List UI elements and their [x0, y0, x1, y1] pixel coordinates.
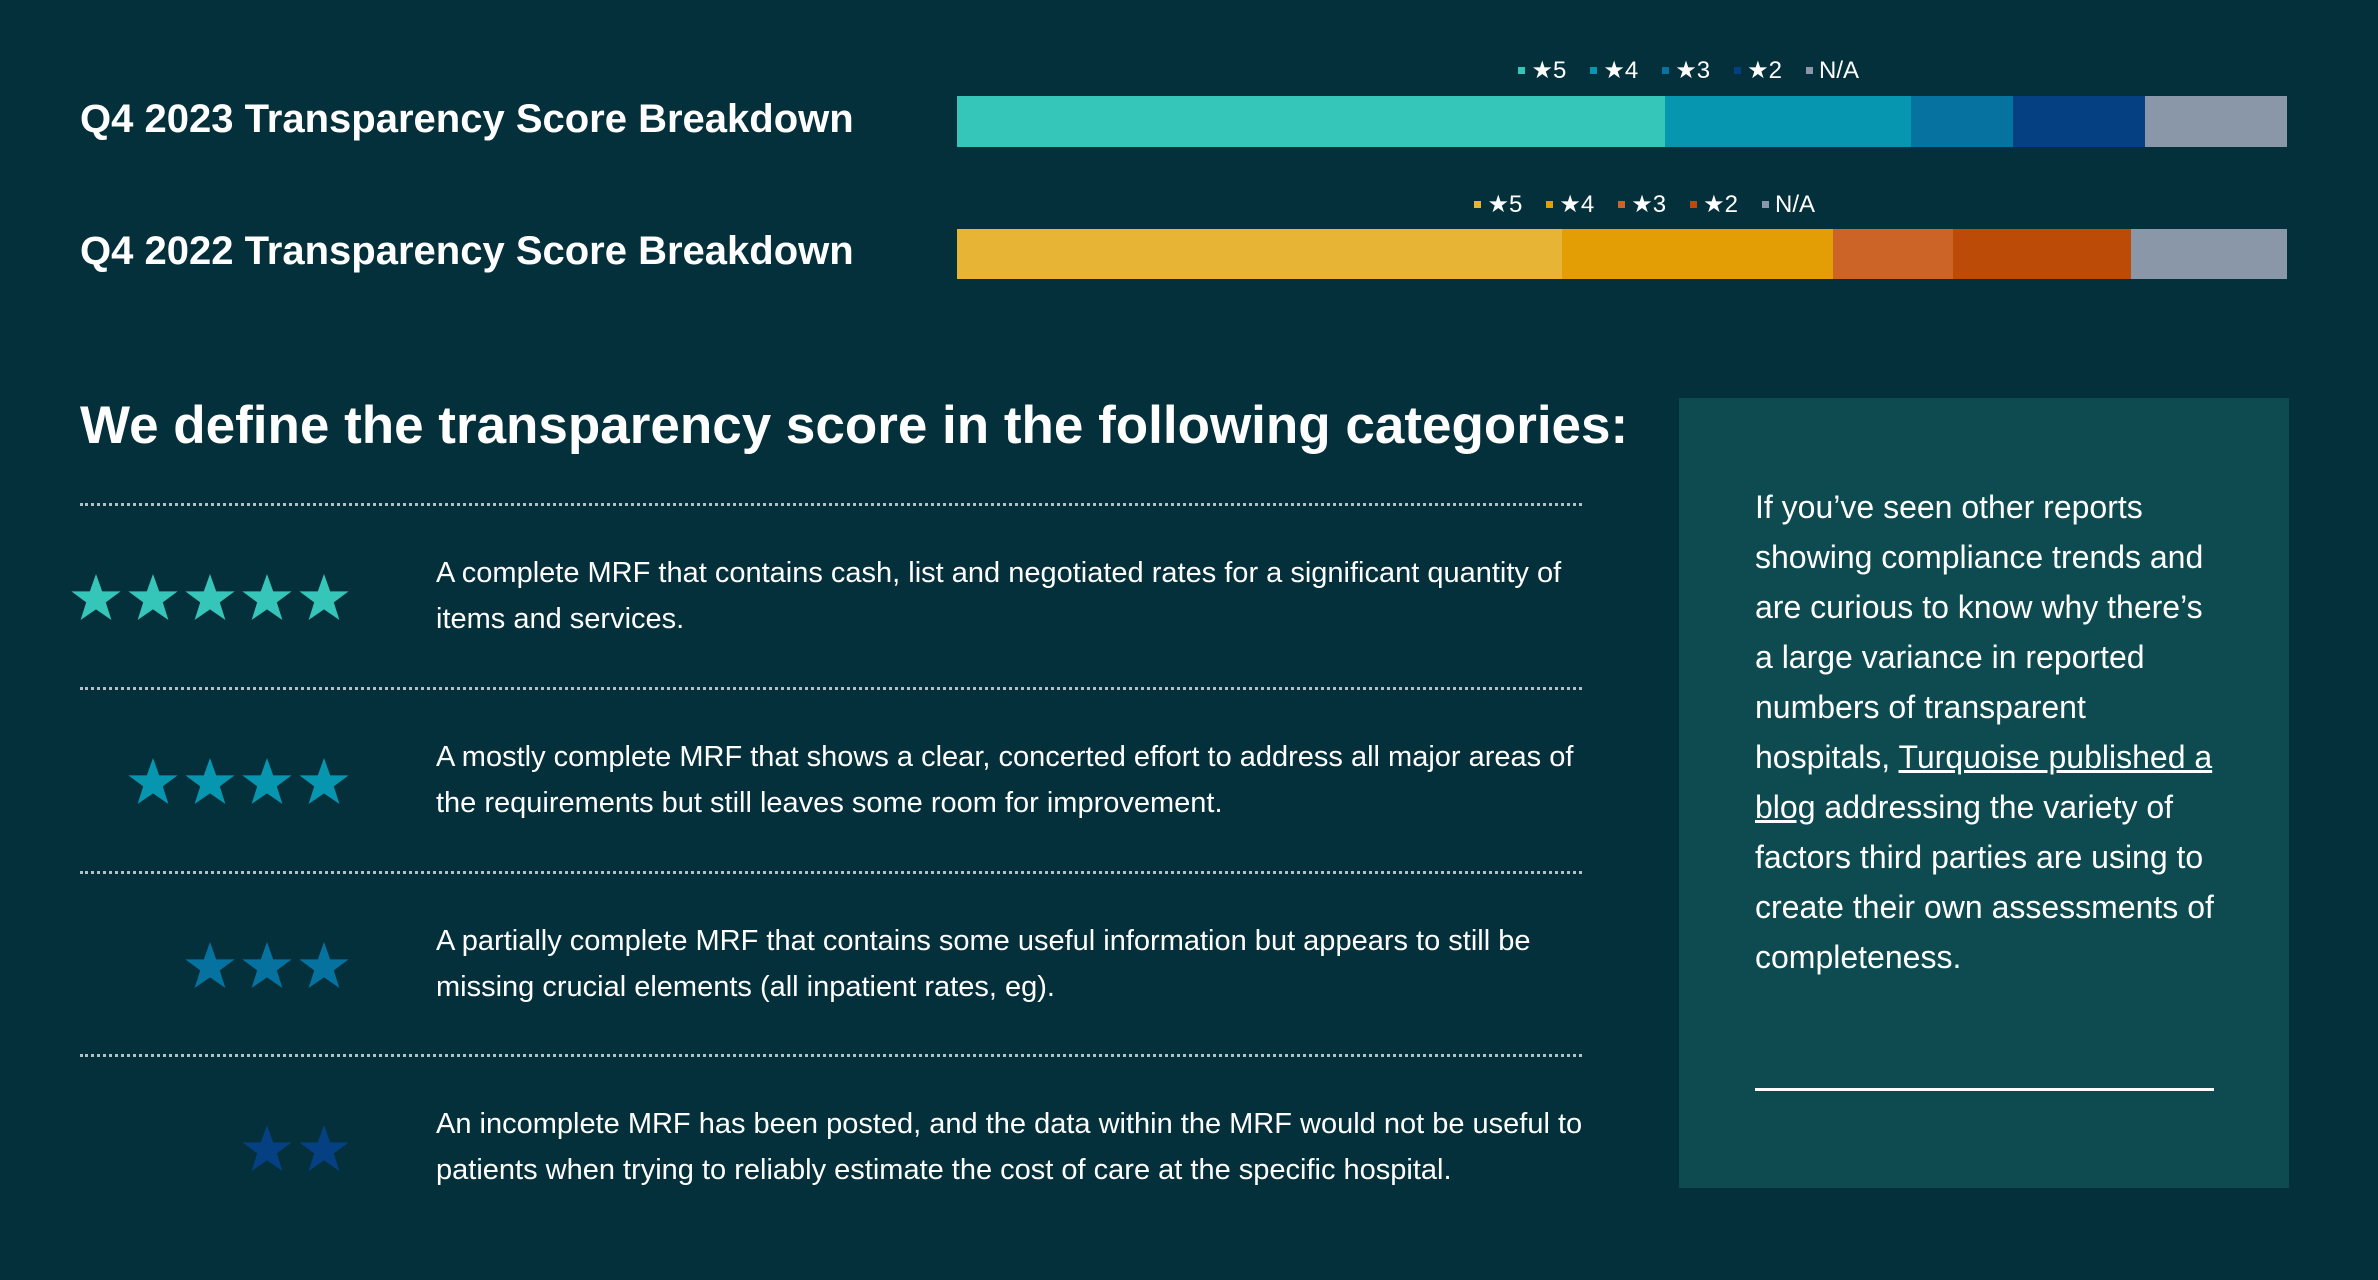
legend-item	[1518, 56, 1566, 85]
category-description: A mostly complete MRF that shows a clear, concerted effort to address all major areas of the requirements but still leaves some room for improvement.	[436, 741, 1574, 819]
section-heading: We define the transparency score in the following categories:	[80, 396, 1629, 455]
category-description: A complete MRF that contains cash, list and negotiated rates for a significant quantity of items and services.	[436, 557, 1562, 635]
legend-swatch	[1762, 201, 1769, 208]
legend-item	[1762, 191, 1815, 219]
star-icon	[127, 572, 179, 624]
bar-segment-4	[2131, 229, 2287, 279]
star-icon	[184, 940, 236, 992]
legend-item	[1806, 57, 1859, 85]
legend-item	[1734, 56, 1782, 85]
legend-item	[1546, 190, 1594, 219]
three-star-rating	[184, 940, 350, 992]
bar-segment-0	[957, 96, 1665, 147]
star-icon	[127, 756, 179, 808]
five-star-rating	[70, 572, 350, 624]
bar-segment-3	[1953, 229, 2131, 279]
bar-segment-4	[2145, 96, 2287, 147]
legend-label: ★5	[1487, 191, 1523, 218]
star-icon	[298, 940, 350, 992]
legend-label: N/A	[1818, 56, 1859, 84]
legend-item	[1662, 56, 1710, 85]
legend-swatch	[1618, 201, 1625, 208]
legend-swatch	[1662, 67, 1669, 74]
star-icon	[298, 572, 350, 624]
stacked-bar-2022	[957, 229, 2287, 279]
blog-link[interactable]: Turquoise published a blog	[1755, 739, 2213, 825]
legend-label: ★3	[1675, 57, 1711, 84]
two-star-rating	[241, 1123, 350, 1175]
star-icon	[70, 572, 122, 624]
chart-title-2023: Q4 2023 Transparency Score Breakdown	[80, 97, 854, 141]
legend-label: N/A	[1774, 190, 1815, 218]
legend-item	[1590, 56, 1638, 85]
star-icon	[298, 756, 350, 808]
category-row-3	[80, 874, 1582, 1054]
category-row-4	[80, 690, 1582, 870]
legend-item	[1474, 190, 1522, 219]
bar-segment-1	[1665, 96, 1911, 147]
legend-swatch	[1734, 67, 1741, 74]
category-row-2	[80, 1057, 1582, 1237]
chart-title-2022: Q4 2022 Transparency Score Breakdown	[80, 229, 854, 273]
star-icon	[241, 572, 293, 624]
legend-label: ★2	[1703, 191, 1738, 218]
legend-2023	[1518, 56, 1859, 85]
star-icon	[241, 940, 293, 992]
four-star-rating	[127, 756, 350, 808]
legend-label: ★4	[1559, 191, 1595, 218]
info-panel-text	[1755, 482, 2225, 982]
category-row-5	[80, 506, 1582, 686]
category-description: A partially complete MRF that contains some useful information but appears to still be missing crucial elements (all inpatient rates, eg).	[436, 925, 1531, 1003]
bar-segment-1	[1562, 229, 1833, 279]
bar-segment-2	[1833, 229, 1953, 279]
stacked-bar-2023	[957, 96, 2287, 147]
category-description: An incomplete MRF has been posted, and the data within the MRF would not be useful to patients when trying to reliably estimate the cost of care at the specific hospital.	[436, 1108, 1583, 1186]
bar-segment-3	[2013, 96, 2145, 147]
legend-label: ★4	[1603, 57, 1639, 84]
legend-label: ★2	[1747, 57, 1782, 84]
info-panel	[1679, 398, 2289, 1188]
legend-swatch	[1474, 201, 1481, 208]
bar-segment-0	[957, 229, 1562, 279]
legend-item	[1690, 190, 1738, 219]
legend-swatch	[1806, 67, 1813, 74]
legend-swatch	[1590, 67, 1597, 74]
legend-2022	[1474, 190, 1815, 219]
legend-swatch	[1518, 67, 1525, 74]
legend-label: ★3	[1631, 191, 1667, 218]
legend-swatch	[1690, 201, 1697, 208]
star-icon	[241, 756, 293, 808]
legend-item	[1618, 190, 1666, 219]
bar-segment-2	[1911, 96, 2013, 147]
info-text-start: If you’ve seen other reports showing compliance trends and are curious to know why there’s a large variance in reported numbers of transparent hospitals,	[1755, 489, 2204, 775]
star-icon	[298, 1123, 350, 1175]
legend-swatch	[1546, 201, 1553, 208]
info-text-end: addressing the variety of factors third parties are using to create their own assessments of completeness.	[1755, 789, 2214, 975]
star-icon	[241, 1123, 293, 1175]
star-icon	[184, 572, 236, 624]
panel-rule	[1755, 1088, 2214, 1091]
legend-label: ★5	[1531, 57, 1567, 84]
star-icon	[184, 756, 236, 808]
